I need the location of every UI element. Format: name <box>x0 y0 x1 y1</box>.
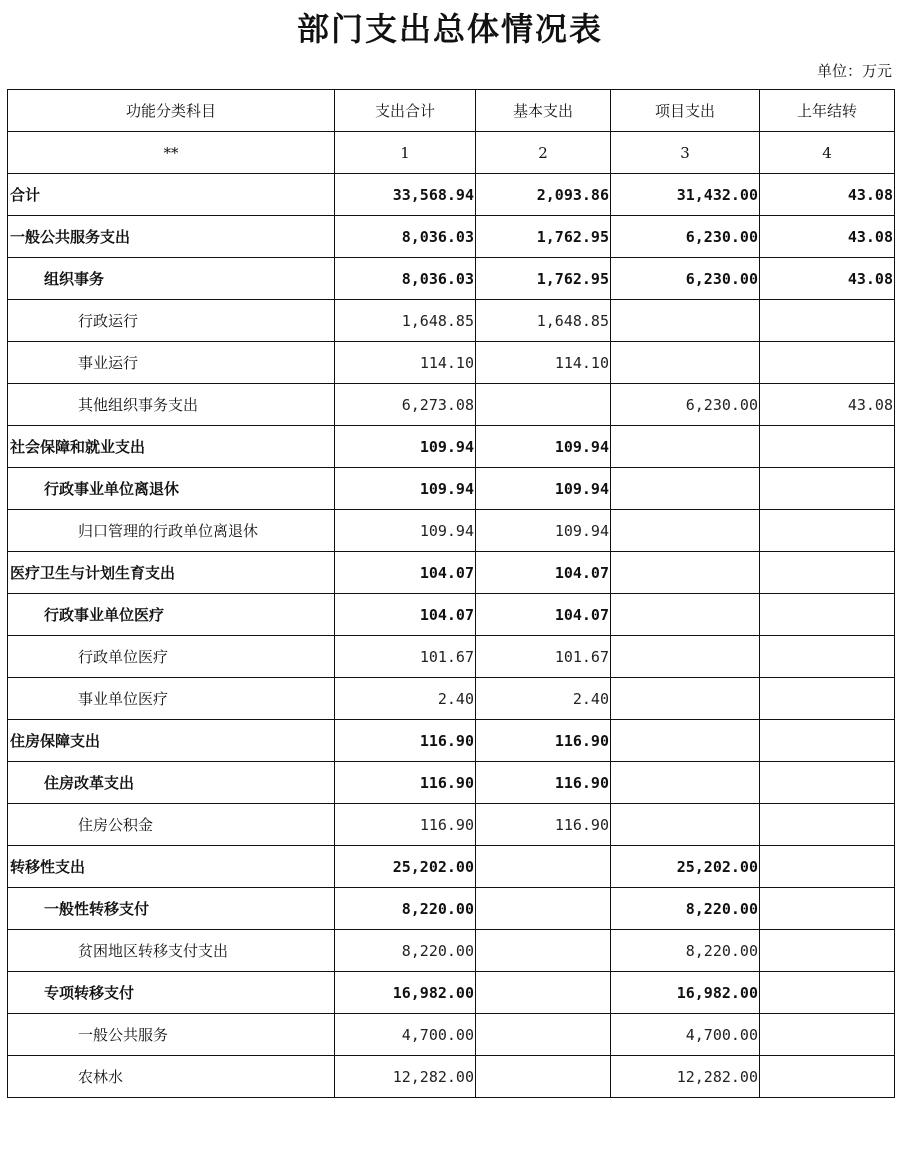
column-header-carryover: 上年结转 <box>760 90 895 132</box>
project-cell: 25,202.00 <box>611 846 760 888</box>
table-row <box>8 594 895 636</box>
total-cell: 12,282.00 <box>335 1056 476 1098</box>
category-cell: 行政事业单位医疗 <box>8 594 335 636</box>
category-cell: 其他组织事务支出 <box>8 384 335 426</box>
carryover-cell <box>760 342 895 384</box>
basic-cell: 101.67 <box>476 636 611 678</box>
total-cell: 116.90 <box>335 804 476 846</box>
category-cell: 专项转移支付 <box>8 972 335 1014</box>
category-cell: 住房公积金 <box>8 804 335 846</box>
table-row <box>8 762 895 804</box>
total-cell: 116.90 <box>335 720 476 762</box>
category-cell: 转移性支出 <box>8 846 335 888</box>
basic-cell: 1,648.85 <box>476 300 611 342</box>
basic-cell: 109.94 <box>476 426 611 468</box>
index-row <box>8 132 895 174</box>
basic-cell: 104.07 <box>476 552 611 594</box>
table-row <box>8 888 895 930</box>
header-row <box>8 90 895 132</box>
category-cell: 一般性转移支付 <box>8 888 335 930</box>
category-cell: 行政单位医疗 <box>8 636 335 678</box>
project-cell <box>611 342 760 384</box>
carryover-cell <box>760 510 895 552</box>
carryover-cell: 43.08 <box>760 384 895 426</box>
basic-cell: 104.07 <box>476 594 611 636</box>
project-cell <box>611 426 760 468</box>
basic-cell: 114.10 <box>476 342 611 384</box>
project-cell: 6,230.00 <box>611 216 760 258</box>
carryover-cell <box>760 468 895 510</box>
table-row <box>8 216 895 258</box>
total-cell: 116.90 <box>335 762 476 804</box>
total-cell: 109.94 <box>335 510 476 552</box>
project-cell: 6,230.00 <box>611 384 760 426</box>
index-cell-project: 3 <box>611 132 760 174</box>
carryover-cell <box>760 426 895 468</box>
category-cell: 社会保障和就业支出 <box>8 426 335 468</box>
basic-cell <box>476 384 611 426</box>
basic-cell: 116.90 <box>476 804 611 846</box>
column-header-total: 支出合计 <box>335 90 476 132</box>
project-cell <box>611 636 760 678</box>
index-cell-carryover: 4 <box>760 132 895 174</box>
basic-cell: 116.90 <box>476 762 611 804</box>
project-cell <box>611 720 760 762</box>
table-row <box>8 552 895 594</box>
project-cell <box>611 804 760 846</box>
carryover-cell <box>760 720 895 762</box>
carryover-cell: 43.08 <box>760 258 895 300</box>
category-cell: 医疗卫生与计划生育支出 <box>8 552 335 594</box>
column-header-category: 功能分类科目 <box>8 90 335 132</box>
project-cell: 8,220.00 <box>611 888 760 930</box>
basic-cell <box>476 930 611 972</box>
carryover-cell <box>760 1014 895 1056</box>
basic-cell <box>476 1014 611 1056</box>
total-cell: 6,273.08 <box>335 384 476 426</box>
carryover-cell <box>760 762 895 804</box>
table-row <box>8 972 895 1014</box>
project-cell: 6,230.00 <box>611 258 760 300</box>
total-cell: 33,568.94 <box>335 174 476 216</box>
table-row <box>8 1014 895 1056</box>
total-cell: 8,036.03 <box>335 216 476 258</box>
unit-label: 单位：万元 <box>816 62 892 80</box>
carryover-cell <box>760 594 895 636</box>
project-cell <box>611 468 760 510</box>
total-cell: 104.07 <box>335 594 476 636</box>
project-cell <box>611 678 760 720</box>
carryover-cell: 43.08 <box>760 174 895 216</box>
project-cell <box>611 300 760 342</box>
column-header-basic: 基本支出 <box>476 90 611 132</box>
table-row <box>8 720 895 762</box>
table-row <box>8 636 895 678</box>
project-cell <box>611 594 760 636</box>
category-cell: 归口管理的行政单位离退休 <box>8 510 335 552</box>
expenditure-table <box>7 89 895 1098</box>
table-body <box>8 90 895 1098</box>
category-cell: 组织事务 <box>8 258 335 300</box>
table-row <box>8 930 895 972</box>
category-cell: 事业单位医疗 <box>8 678 335 720</box>
project-cell: 12,282.00 <box>611 1056 760 1098</box>
category-cell: 住房改革支出 <box>8 762 335 804</box>
table-row <box>8 342 895 384</box>
total-cell: 1,648.85 <box>335 300 476 342</box>
total-cell: 25,202.00 <box>335 846 476 888</box>
table-row <box>8 468 895 510</box>
total-cell: 16,982.00 <box>335 972 476 1014</box>
carryover-cell <box>760 888 895 930</box>
carryover-cell <box>760 300 895 342</box>
basic-cell: 2.40 <box>476 678 611 720</box>
category-cell: 农林水 <box>8 1056 335 1098</box>
category-cell: 住房保障支出 <box>8 720 335 762</box>
project-cell: 31,432.00 <box>611 174 760 216</box>
category-cell: 一般公共服务 <box>8 1014 335 1056</box>
category-cell: 行政运行 <box>8 300 335 342</box>
table-row <box>8 804 895 846</box>
basic-cell: 109.94 <box>476 510 611 552</box>
basic-cell: 109.94 <box>476 468 611 510</box>
basic-cell <box>476 972 611 1014</box>
basic-cell: 116.90 <box>476 720 611 762</box>
project-cell: 16,982.00 <box>611 972 760 1014</box>
page-title: 部门支出总体情况表 <box>296 10 603 48</box>
table-row <box>8 426 895 468</box>
column-header-project: 项目支出 <box>611 90 760 132</box>
index-cell-category: ** <box>8 132 335 174</box>
carryover-cell <box>760 678 895 720</box>
basic-cell <box>476 846 611 888</box>
category-cell: 贫困地区转移支付支出 <box>8 930 335 972</box>
category-cell: 行政事业单位离退休 <box>8 468 335 510</box>
carryover-cell <box>760 972 895 1014</box>
basic-cell: 2,093.86 <box>476 174 611 216</box>
total-cell: 109.94 <box>335 468 476 510</box>
category-cell: 一般公共服务支出 <box>8 216 335 258</box>
index-cell-total: 1 <box>335 132 476 174</box>
basic-cell: 1,762.95 <box>476 216 611 258</box>
project-cell <box>611 510 760 552</box>
carryover-cell <box>760 930 895 972</box>
table-row <box>8 300 895 342</box>
basic-cell <box>476 888 611 930</box>
carryover-cell <box>760 636 895 678</box>
project-cell: 8,220.00 <box>611 930 760 972</box>
total-cell: 101.67 <box>335 636 476 678</box>
category-cell: 事业运行 <box>8 342 335 384</box>
index-cell-basic: 2 <box>476 132 611 174</box>
total-cell: 109.94 <box>335 426 476 468</box>
total-cell: 8,036.03 <box>335 258 476 300</box>
total-cell: 8,220.00 <box>335 888 476 930</box>
carryover-cell <box>760 846 895 888</box>
total-cell: 104.07 <box>335 552 476 594</box>
total-cell: 8,220.00 <box>335 930 476 972</box>
table-row <box>8 846 895 888</box>
project-cell <box>611 552 760 594</box>
total-cell: 4,700.00 <box>335 1014 476 1056</box>
table-row <box>8 678 895 720</box>
total-cell: 114.10 <box>335 342 476 384</box>
table-row <box>8 258 895 300</box>
carryover-cell <box>760 552 895 594</box>
table-row <box>8 174 895 216</box>
project-cell <box>611 762 760 804</box>
category-cell: 合计 <box>8 174 335 216</box>
table-row <box>8 1056 895 1098</box>
table-row <box>8 510 895 552</box>
basic-cell: 1,762.95 <box>476 258 611 300</box>
carryover-cell <box>760 804 895 846</box>
basic-cell <box>476 1056 611 1098</box>
total-cell: 2.40 <box>335 678 476 720</box>
project-cell: 4,700.00 <box>611 1014 760 1056</box>
table-row <box>8 384 895 426</box>
carryover-cell <box>760 1056 895 1098</box>
carryover-cell: 43.08 <box>760 216 895 258</box>
